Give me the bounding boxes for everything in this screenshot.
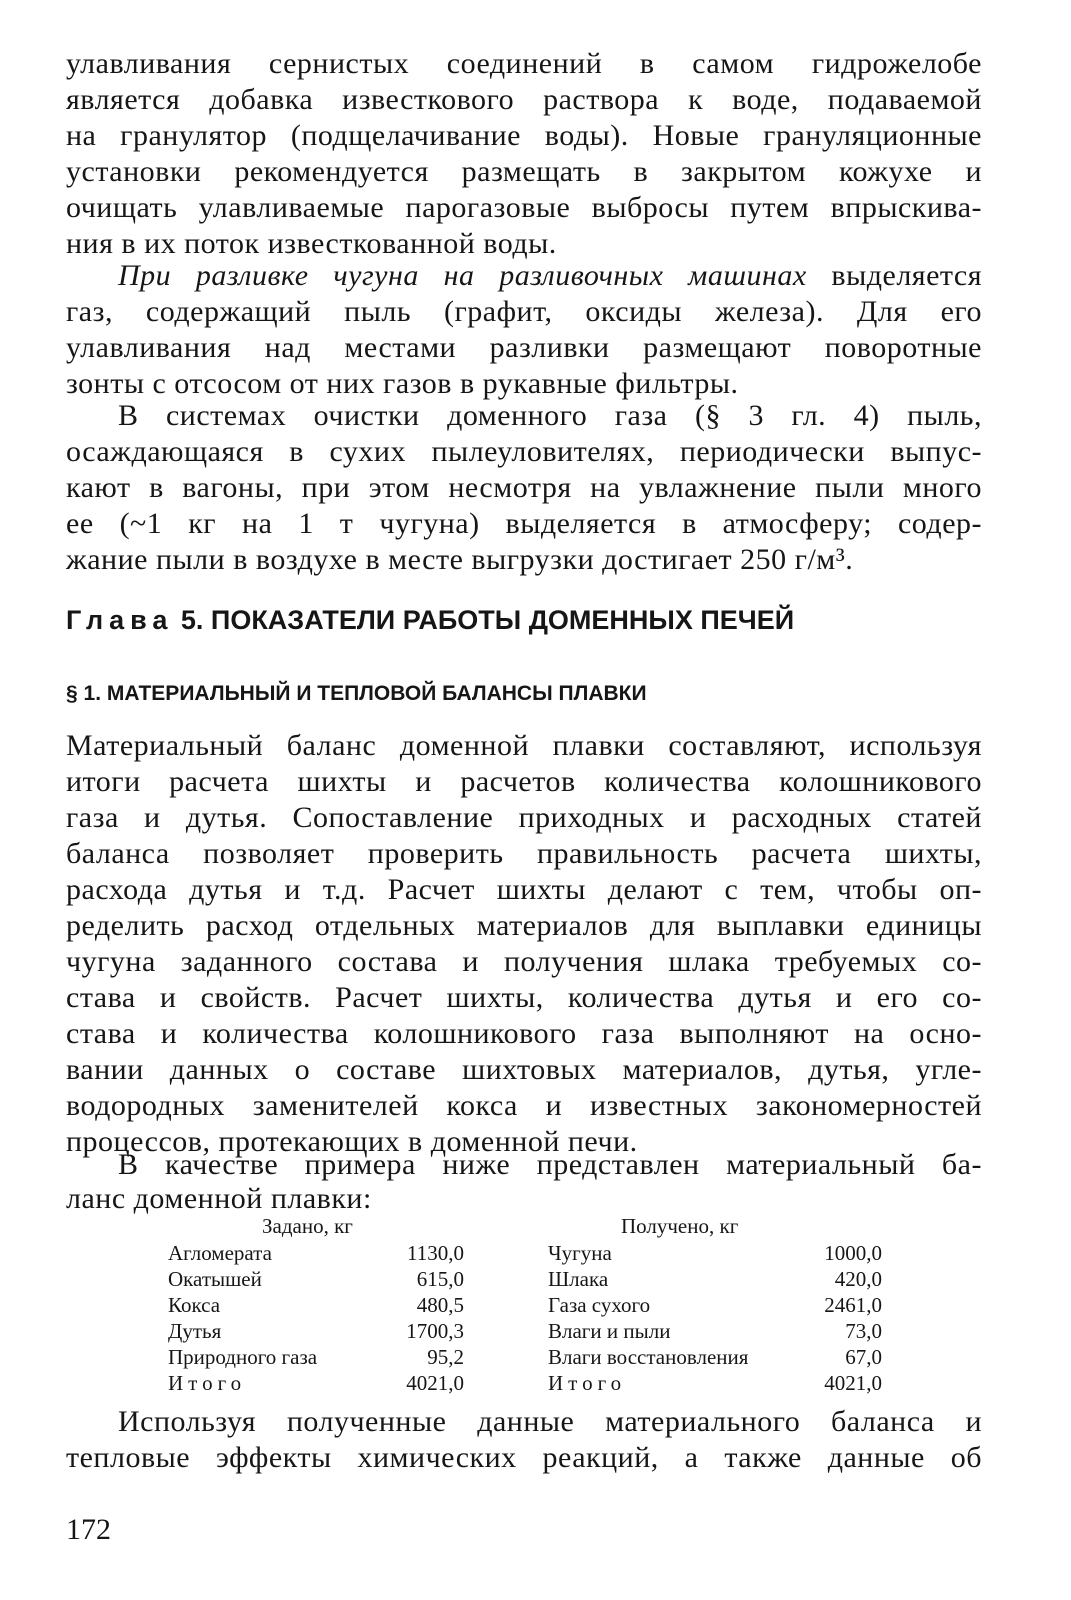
text-line: улавливания сернистых соединений в самом гидрожелобе: [66, 47, 982, 80]
text-line: процессов, протекающих в доменной печи.: [66, 1125, 638, 1158]
text-line: газа и дутья. Сопоставление приходных и расходных статей: [66, 801, 982, 834]
chapter-heading: [66, 598, 794, 642]
received-item-value: 2461,0: [824, 1293, 882, 1317]
given-item-label: Дутья: [168, 1319, 222, 1343]
received-item-value: 67,0: [845, 1345, 882, 1369]
received-item-value: 1000,0: [824, 1241, 882, 1265]
given-item-label: Окатышей: [168, 1267, 262, 1291]
text-line: газ, содержащий пыль (графит, оксиды железа). Для его: [66, 295, 982, 328]
text-line: осаждающаяся в сухих пылеуловителях, периодически выпус-: [66, 435, 982, 468]
given-item-value: 1700,3: [406, 1319, 464, 1343]
text-line: чугуна заданного состава и получения шлака требуемых со-: [66, 945, 982, 978]
received-item-value: 420,0: [834, 1267, 882, 1291]
section-heading: § 1. МАТЕРИАЛЬНЫЙ И ТЕПЛОВОЙ БАЛАНСЫ ПЛАВКИ: [66, 682, 647, 705]
line-rest: выделяется: [806, 259, 982, 292]
text-line: Материальный баланс доменной плавки составляют, используя: [66, 729, 982, 762]
text-line: ее (~1 кг на 1 т чугуна) выделяется в атмосферу; содер-: [66, 507, 982, 540]
text-line: става и количества колошникового газа выполняют на осно-: [66, 1017, 982, 1050]
text-line: [118, 256, 982, 296]
text-line: итоги расчета шихты и расчетов количества колошникового: [66, 765, 982, 798]
text-line: улавливания над местами разливки размещают поворотные: [66, 331, 982, 364]
text-line: расхода дутья и т.д. Расчет шихты делают с тем, чтобы оп-: [66, 873, 982, 906]
text-line: водородных заменителей кокса и известных закономерностей: [66, 1089, 982, 1122]
given-item-label: Агломерата: [168, 1241, 272, 1265]
given-item-value: 480,5: [416, 1293, 464, 1317]
text-line: на гранулятор (подщелачивание воды). Новые грануляционные: [66, 119, 982, 152]
received-item-label: Влаги и пыли: [548, 1319, 671, 1343]
received-item-label: Шлака: [548, 1267, 609, 1291]
received-column-header: Получено, кг: [621, 1214, 739, 1238]
text-line: кают в вагоны, при этом несмотря на увлажнение пыли много: [66, 471, 982, 504]
text-line: ланс доменной плавки:: [66, 1182, 372, 1215]
text-line: является добавка известкового раствора к воде, подаваемой: [66, 83, 982, 116]
given-column-header: Задано, кг: [262, 1214, 353, 1238]
text-line: установки рекомендуется размещать в закрытом кожухе и: [66, 155, 982, 188]
given-item-label: Кокса: [168, 1293, 221, 1317]
given-total-label: Итого: [168, 1371, 247, 1395]
text-line: В системах очистки доменного газа (§ 3 гл. 4) пыль,: [118, 399, 982, 432]
received-total-value: 4021,0: [824, 1371, 882, 1395]
received-total-label: Итого: [548, 1371, 627, 1395]
given-item-value: 1130,0: [407, 1241, 464, 1265]
text-line: баланса позволяет проверить правильность расчета шихты,: [66, 837, 982, 870]
text-line: зонты с отсосом от них газов в рукавные фильтры.: [66, 367, 739, 400]
received-item-label: Чугуна: [548, 1241, 612, 1265]
received-item-label: Влаги восстановления: [548, 1345, 749, 1369]
received-item-label: Газа сухого: [548, 1293, 651, 1317]
text-line: вании данных о составе шихтовых материалов, дутья, угле-: [66, 1053, 982, 1086]
text-line: ния в их поток известкованной воды.: [66, 227, 557, 260]
given-item-value: 95,2: [427, 1345, 464, 1369]
given-total-value: 4021,0: [406, 1371, 464, 1395]
page-number: 172: [66, 1513, 111, 1546]
text-line: жание пыли в воздухе в месте выгрузки достигает 250 г/м³.: [66, 543, 854, 576]
text-line: В качестве примера ниже представлен материальный ба-: [118, 1148, 982, 1181]
text-line: ределить расход отдельных материалов для выплавки единицы: [66, 909, 982, 942]
italic-lead: При разливке чугуна на разливочных машинах: [118, 259, 807, 292]
text-line: очищать улавливаемые парогазовые выбросы путем впрыскива-: [66, 191, 982, 224]
given-item-value: 615,0: [416, 1267, 464, 1291]
text-line: тепловые эффекты химических реакций, а также данные об: [66, 1441, 982, 1474]
text-line: Используя полученные данные материального баланса и: [118, 1405, 982, 1438]
text-line: става и свойств. Расчет шихты, количества дутья и его со-: [66, 981, 982, 1014]
chapter-word: Глава: [66, 605, 174, 635]
chapter-title: 5. ПОКАЗАТЕЛИ РАБОТЫ ДОМЕННЫХ ПЕЧЕЙ: [173, 605, 795, 635]
received-item-value: 73,0: [845, 1319, 882, 1343]
given-item-label: Природного газа: [168, 1345, 318, 1369]
